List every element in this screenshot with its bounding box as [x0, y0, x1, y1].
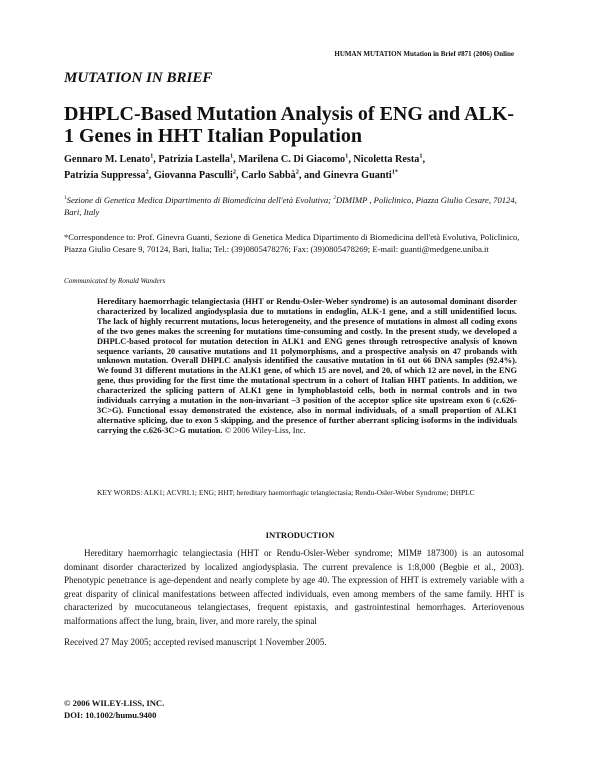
footer-doi: DOI: 10.1002/humu.9400: [64, 710, 157, 720]
footer: [64, 697, 164, 721]
introduction-heading: INTRODUCTION: [265, 530, 335, 540]
author: Patrizia Suppressa$^2$: [64, 168, 149, 181]
author: Carlo Sabbà$^2$: [241, 168, 299, 181]
abstract-text: Hereditary haemorrhagic telangiectasia (HHT or Rendu-Osler-Weber syndrome) is an autosomal dominant disorder characterized by localized angiodysplasia due to mutations in endoglin, ALK-1 gene, and a still unidentified locus. The lack of highly recurrent mutations, locus heterogeneity, and the presence of mutations in almost all coding exons of the two genes makes the screening for mutations time-consuming and costly. In the present study, we developed a DHPLC-based protocol for mutation detection in ALK1 and ENG genes through retrospective analysis of known sequence variants, 20 causative mutations and 11 polymorphisms, and a prospective analysis on 47 probands with unknown mutation. Overall DHPLC analysis identified the causative mutation in 61 out 66 DNA samples (92.4%). We found 31 different mutations in the ALK1 gene, of which 15 are novel, and 20, of which 12 are novel, in the ENG gene, thus providing for the first time the mutational spectrum in a cohort of Italian HHT patients. In addition, we characterized the splicing pattern of ALK1 gene in lymphoblastoid cells, both in normal controls and in two individuals carrying a mutation in the non-invariant –3 position of the acceptor splice site upstream exon 6 (c.626-3C>G). Functional essay demonstrated the existence, also in normal individuals, of a small proportion of ALK1 alternative splicing, due to exon 5 skipping, and the presence of further aberrant splicing isoforms in the individuals carrying the c.626-3C>G mutation.: [97, 297, 517, 435]
section-label: MUTATION IN BRIEF: [64, 70, 213, 86]
journal-header: HUMAN MUTATION Mutation in Brief #871 (2006) Online: [334, 50, 514, 58]
received-dates: Received 27 May 2005; accepted revised manuscript 1 November 2005.: [64, 637, 327, 647]
affiliations: $^1$Sezione di Genetica Medica Dipartimento di Biomedicina dell'età Evolutiva; $^2$DIMIMP , Policlinico, Piazza Giulio Cesare, 70124, Bari, Italy: [64, 195, 517, 217]
abstract-copyright: © 2006 Wiley-Liss, Inc.: [224, 425, 306, 435]
author: Patrizia Lastella$^1$: [158, 152, 234, 165]
keywords: KEY WORDS: ALK1; ACVRL1; ENG; HHT; hereditary haemorrhagic telangiectasia; Rendu-Osler-Weber Syndrome; DHPLC: [97, 488, 475, 497]
author: Nicoletta Resta$^1$: [353, 152, 423, 165]
article-title: DHPLC-Based Mutation Analysis of ENG and ALK-1 Genes in HHT Italian Population: [64, 103, 515, 147]
introduction-body: Hereditary haemorrhagic telangiectasia (HHT or Rendu-Osler-Weber syndrome; MIM# 187300) is an autosomal dominant disorder characterized by localized angiodysplasia. The current prevalence is 1:8,000 (Begbie et al., 2003). Phenotypic penetrance is age-dependent and nearly complete by age 40. The expression of HHT is extremely variable with a great disparity of clinical manifestations between affected individuals, even among members of the same family. HHT is characterized by mucocutaneous telangiectases, frequent epistaxis, and gastrointestinal hemorrhages. Arteriovenous malformations affect the lung, brain, liver, and more rarely, the spinal: [64, 548, 524, 626]
author-list: Gennaro M. Lenato$^1$, Patrizia Lastella$^1$, Marilena C. Di Giacomo$^1$, Nicoletta Resta$^1$, Patrizia Suppressa$^2$, Giovanna Pasculli$^2$, Carlo Sabbà$^2$, and Ginevra Guanti$^{1*}$: [64, 152, 426, 181]
author: Marilena C. Di Giacomo$^1$: [238, 152, 349, 165]
abstract: [97, 297, 517, 436]
footer-copyright: © 2006 WILEY-LISS, INC.: [64, 698, 165, 708]
author: Giovanna Pasculli$^2$: [153, 168, 236, 181]
correspondence: *Correspondence to: Prof. Ginevra Guanti, Sezione di Genetica Medica Dipartimento di Biomedicina dell'età Evolutiva, Policlinico, Piazza Giulio Cesare 9, 70124, Bari, Italia; Tel.: (39)0805478276; Fax: (39)0805478269; E-mail: guanti@medgene.uniba.it: [64, 232, 520, 254]
author: Gennaro M. Lenato$^1$: [64, 152, 154, 165]
author: Ginevra Guanti$^{1*}$: [322, 168, 399, 181]
communicated-by: Communicated by Ronald Wanders: [64, 277, 166, 285]
